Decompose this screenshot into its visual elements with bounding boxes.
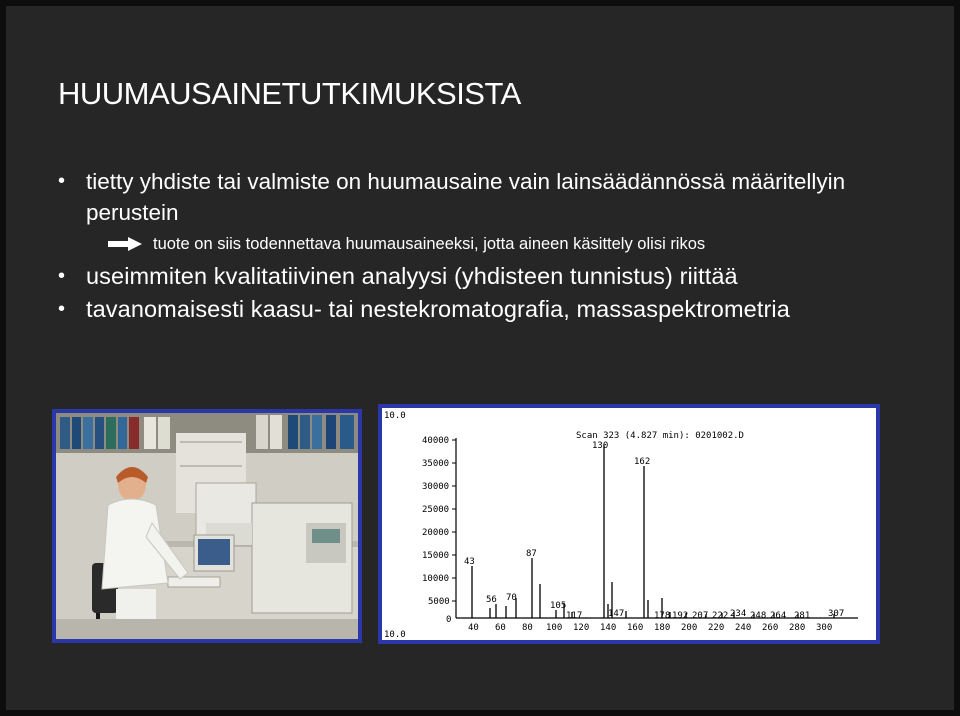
- slide-title: HUUMAUSAINETUTKIMUKSISTA: [58, 76, 521, 111]
- x-axis-ticks: [468, 623, 832, 633]
- mass-spectrum: [378, 404, 880, 644]
- sub-bullet-item: [58, 232, 938, 256]
- peak-label: 178: [654, 611, 671, 621]
- y-tick-label: 40000: [422, 436, 450, 446]
- x-tick-label: 140: [600, 623, 617, 633]
- y-tick-label: 30000: [422, 482, 450, 492]
- peak-label: 87: [526, 549, 537, 559]
- x-tick-label: 220: [708, 623, 725, 633]
- bullet-dot: •: [58, 265, 66, 287]
- peak-label: 307: [828, 609, 845, 619]
- spectrum-header-sub: 130: [592, 441, 609, 451]
- x-tick-label: 300: [816, 623, 833, 633]
- peak-label: 43: [464, 557, 475, 567]
- x-tick-label: 120: [573, 623, 590, 633]
- peak-label: 56: [486, 595, 497, 605]
- y-tick-label: 15000: [422, 551, 450, 561]
- y-tick-label: 5000: [428, 597, 450, 607]
- x-tick-label: 200: [681, 623, 698, 633]
- bullet-list: [58, 166, 938, 326]
- bullet-item: [58, 293, 938, 326]
- spectrum-plot: [382, 408, 876, 640]
- spectrum-top-label: 10.0: [384, 411, 406, 421]
- bullet-item: [58, 260, 938, 293]
- y-tick-label: 25000: [422, 505, 450, 515]
- x-tick-label: 40: [468, 623, 479, 633]
- x-tick-label: 240: [735, 623, 752, 633]
- peak-label: 264: [770, 611, 787, 621]
- peak-label: 70: [506, 593, 517, 603]
- y-tick-label: 10000: [422, 574, 450, 584]
- peak-label: 234: [730, 609, 747, 619]
- bullet-text: useimmiten kvalitatiivinen analyysi (yhdisteen tunnistus) riittää: [86, 263, 738, 289]
- peak-label: 281: [794, 611, 811, 621]
- spectrum-peaks: [472, 444, 834, 618]
- peak-label: 248: [750, 611, 767, 621]
- x-tick-label: 260: [762, 623, 779, 633]
- lab-photo: [52, 409, 362, 643]
- x-tick-label: 160: [627, 623, 644, 633]
- peak-label: 192: [672, 611, 689, 621]
- peak-label: 222: [712, 611, 729, 621]
- bullet-text: tietty yhdiste tai valmiste on huumausaine vain lainsäädännössä määritellyin perustein: [86, 169, 846, 225]
- x-tick-label: 100: [546, 623, 563, 633]
- x-tick-label: 280: [789, 623, 806, 633]
- sub-bullet-text: tuote on siis todennettava huumausaineeksi, jotta aineen käsittely olisi rikos: [153, 235, 706, 253]
- y-tick-label: 0: [446, 615, 452, 625]
- peak-label: 147: [608, 609, 625, 619]
- peak-label: 117: [566, 611, 583, 621]
- x-tick-label: 60: [495, 623, 506, 633]
- lab-scene-illustration: [56, 413, 358, 639]
- bullet-text: tavanomaisesti kaasu- tai nestekromatografia, massaspektrometria: [86, 296, 790, 322]
- peak-label: 207: [692, 611, 709, 621]
- arrow-right-icon: [108, 237, 142, 251]
- y-axis-ticks: [422, 436, 456, 625]
- peak-label: 105: [550, 601, 567, 611]
- peak-labels: [464, 457, 844, 621]
- y-tick-label: 35000: [422, 459, 450, 469]
- bullet-dot: •: [58, 298, 66, 320]
- peak-label: 162: [634, 457, 651, 467]
- spectrum-bottom-label: 10.0: [384, 630, 406, 640]
- spectrum-header: Scan 323 (4.827 min): 0201002.D: [576, 431, 744, 441]
- bullet-dot: •: [58, 170, 66, 192]
- slide: [6, 6, 954, 710]
- bullet-item: [58, 166, 938, 228]
- y-tick-label: 20000: [422, 528, 450, 538]
- x-tick-label: 180: [654, 623, 671, 633]
- x-tick-label: 80: [522, 623, 533, 633]
